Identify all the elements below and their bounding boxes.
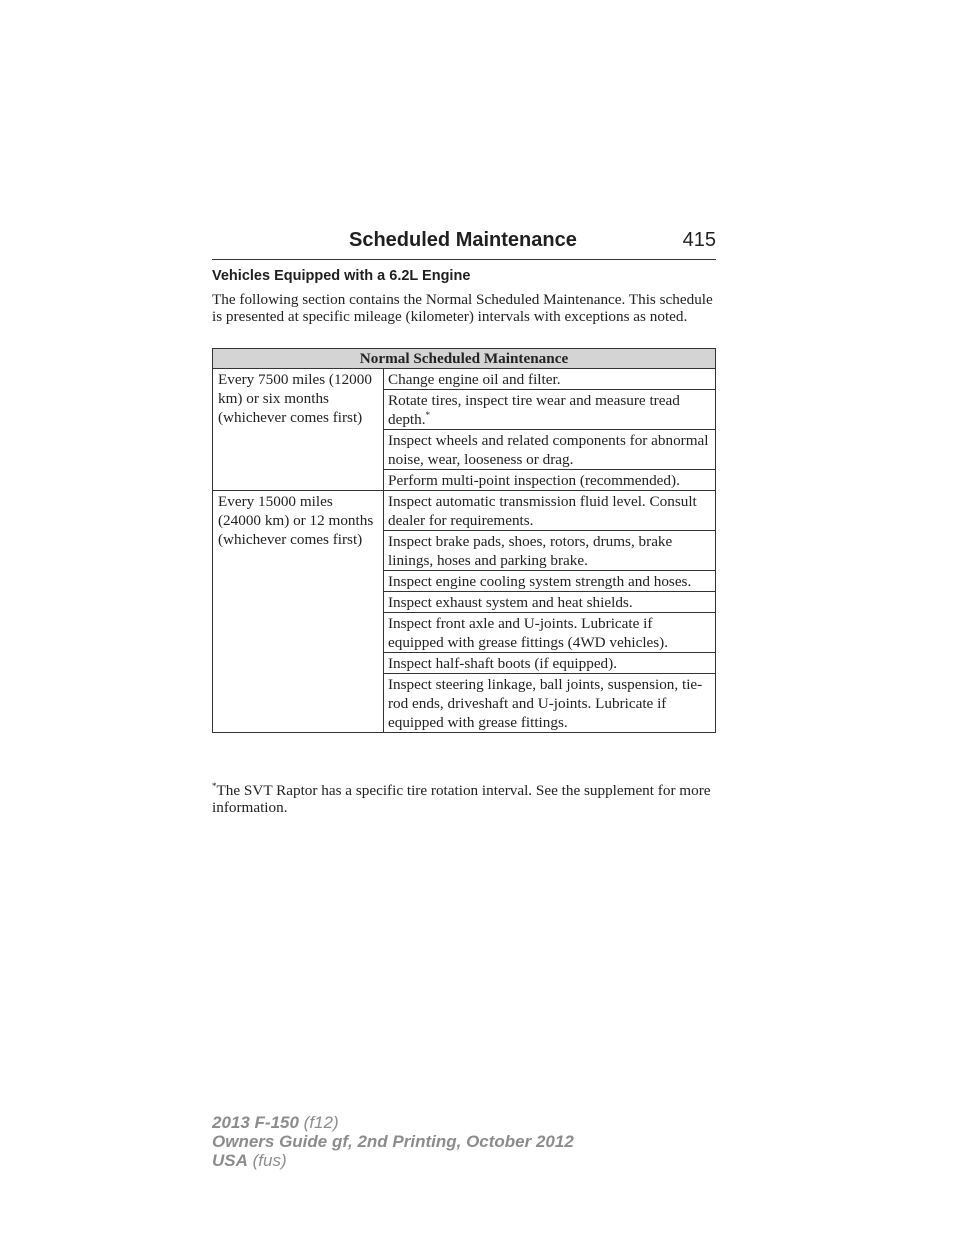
footer-market: USA: [212, 1151, 248, 1170]
footnote-text: The SVT Raptor has a specific tire rotation interval. See the supplement for more information.: [212, 782, 711, 816]
interval-cell: Every 15000 miles (24000 km) or 12 months (whichever comes first): [213, 491, 384, 733]
footer-market-code: (fus): [247, 1151, 287, 1170]
footer-line-2: Owners Guide gf, 2nd Printing, October 2012: [212, 1132, 574, 1151]
task-cell: Inspect exhaust system and heat shields.: [384, 592, 716, 613]
task-cell: [384, 390, 716, 430]
task-cell: Inspect steering linkage, ball joints, suspension, tie-rod ends, driveshaft and U-joints. Lubricate if equipped with grease fittings.: [384, 674, 716, 733]
task-cell: Inspect engine cooling system strength and hoses.: [384, 571, 716, 592]
asterisk-mark: *: [425, 410, 431, 420]
task-cell: Inspect half-shaft boots (if equipped).: [384, 653, 716, 674]
footnote-mark: *: [212, 781, 217, 791]
table-header-row: [213, 349, 716, 369]
page-header: [212, 229, 716, 260]
footer-line-1: [212, 1113, 574, 1132]
footnote: [212, 782, 716, 816]
section-title: Scheduled Maintenance: [349, 229, 577, 251]
maintenance-table: [212, 348, 716, 733]
task-cell: Inspect automatic transmission fluid level. Consult dealer for requirements.: [384, 491, 716, 531]
intro-paragraph: The following section contains the Normal Scheduled Maintenance. This schedule is presented at specific mileage (kilometer) intervals with exceptions as noted.: [212, 291, 713, 325]
table-row: [213, 369, 716, 390]
footer-line-3: [212, 1151, 574, 1170]
table-row: [213, 491, 716, 531]
subheading: Vehicles Equipped with a 6.2L Engine: [212, 268, 471, 284]
task-cell: Inspect wheels and related components for abnormal noise, wear, looseness or drag.: [384, 430, 716, 470]
interval-cell: Every 7500 miles (12000 km) or six months (whichever comes first): [213, 369, 384, 491]
task-cell: Inspect brake pads, shoes, rotors, drums, brake linings, hoses and parking brake.: [384, 531, 716, 571]
page-footer: [212, 1113, 574, 1170]
page-number: 415: [682, 229, 716, 251]
task-cell: Perform multi-point inspection (recommended).: [384, 470, 716, 491]
task-text: Rotate tires, inspect tire wear and measure tread depth.: [388, 392, 680, 428]
table-header: Normal Scheduled Maintenance: [213, 349, 716, 369]
task-cell: Inspect front axle and U-joints. Lubricate if equipped with grease fittings (4WD vehicles).: [384, 613, 716, 653]
task-cell: Change engine oil and filter.: [384, 369, 716, 390]
footer-model-code: (f12): [298, 1113, 339, 1132]
footer-model: 2013 F-150: [212, 1113, 299, 1132]
